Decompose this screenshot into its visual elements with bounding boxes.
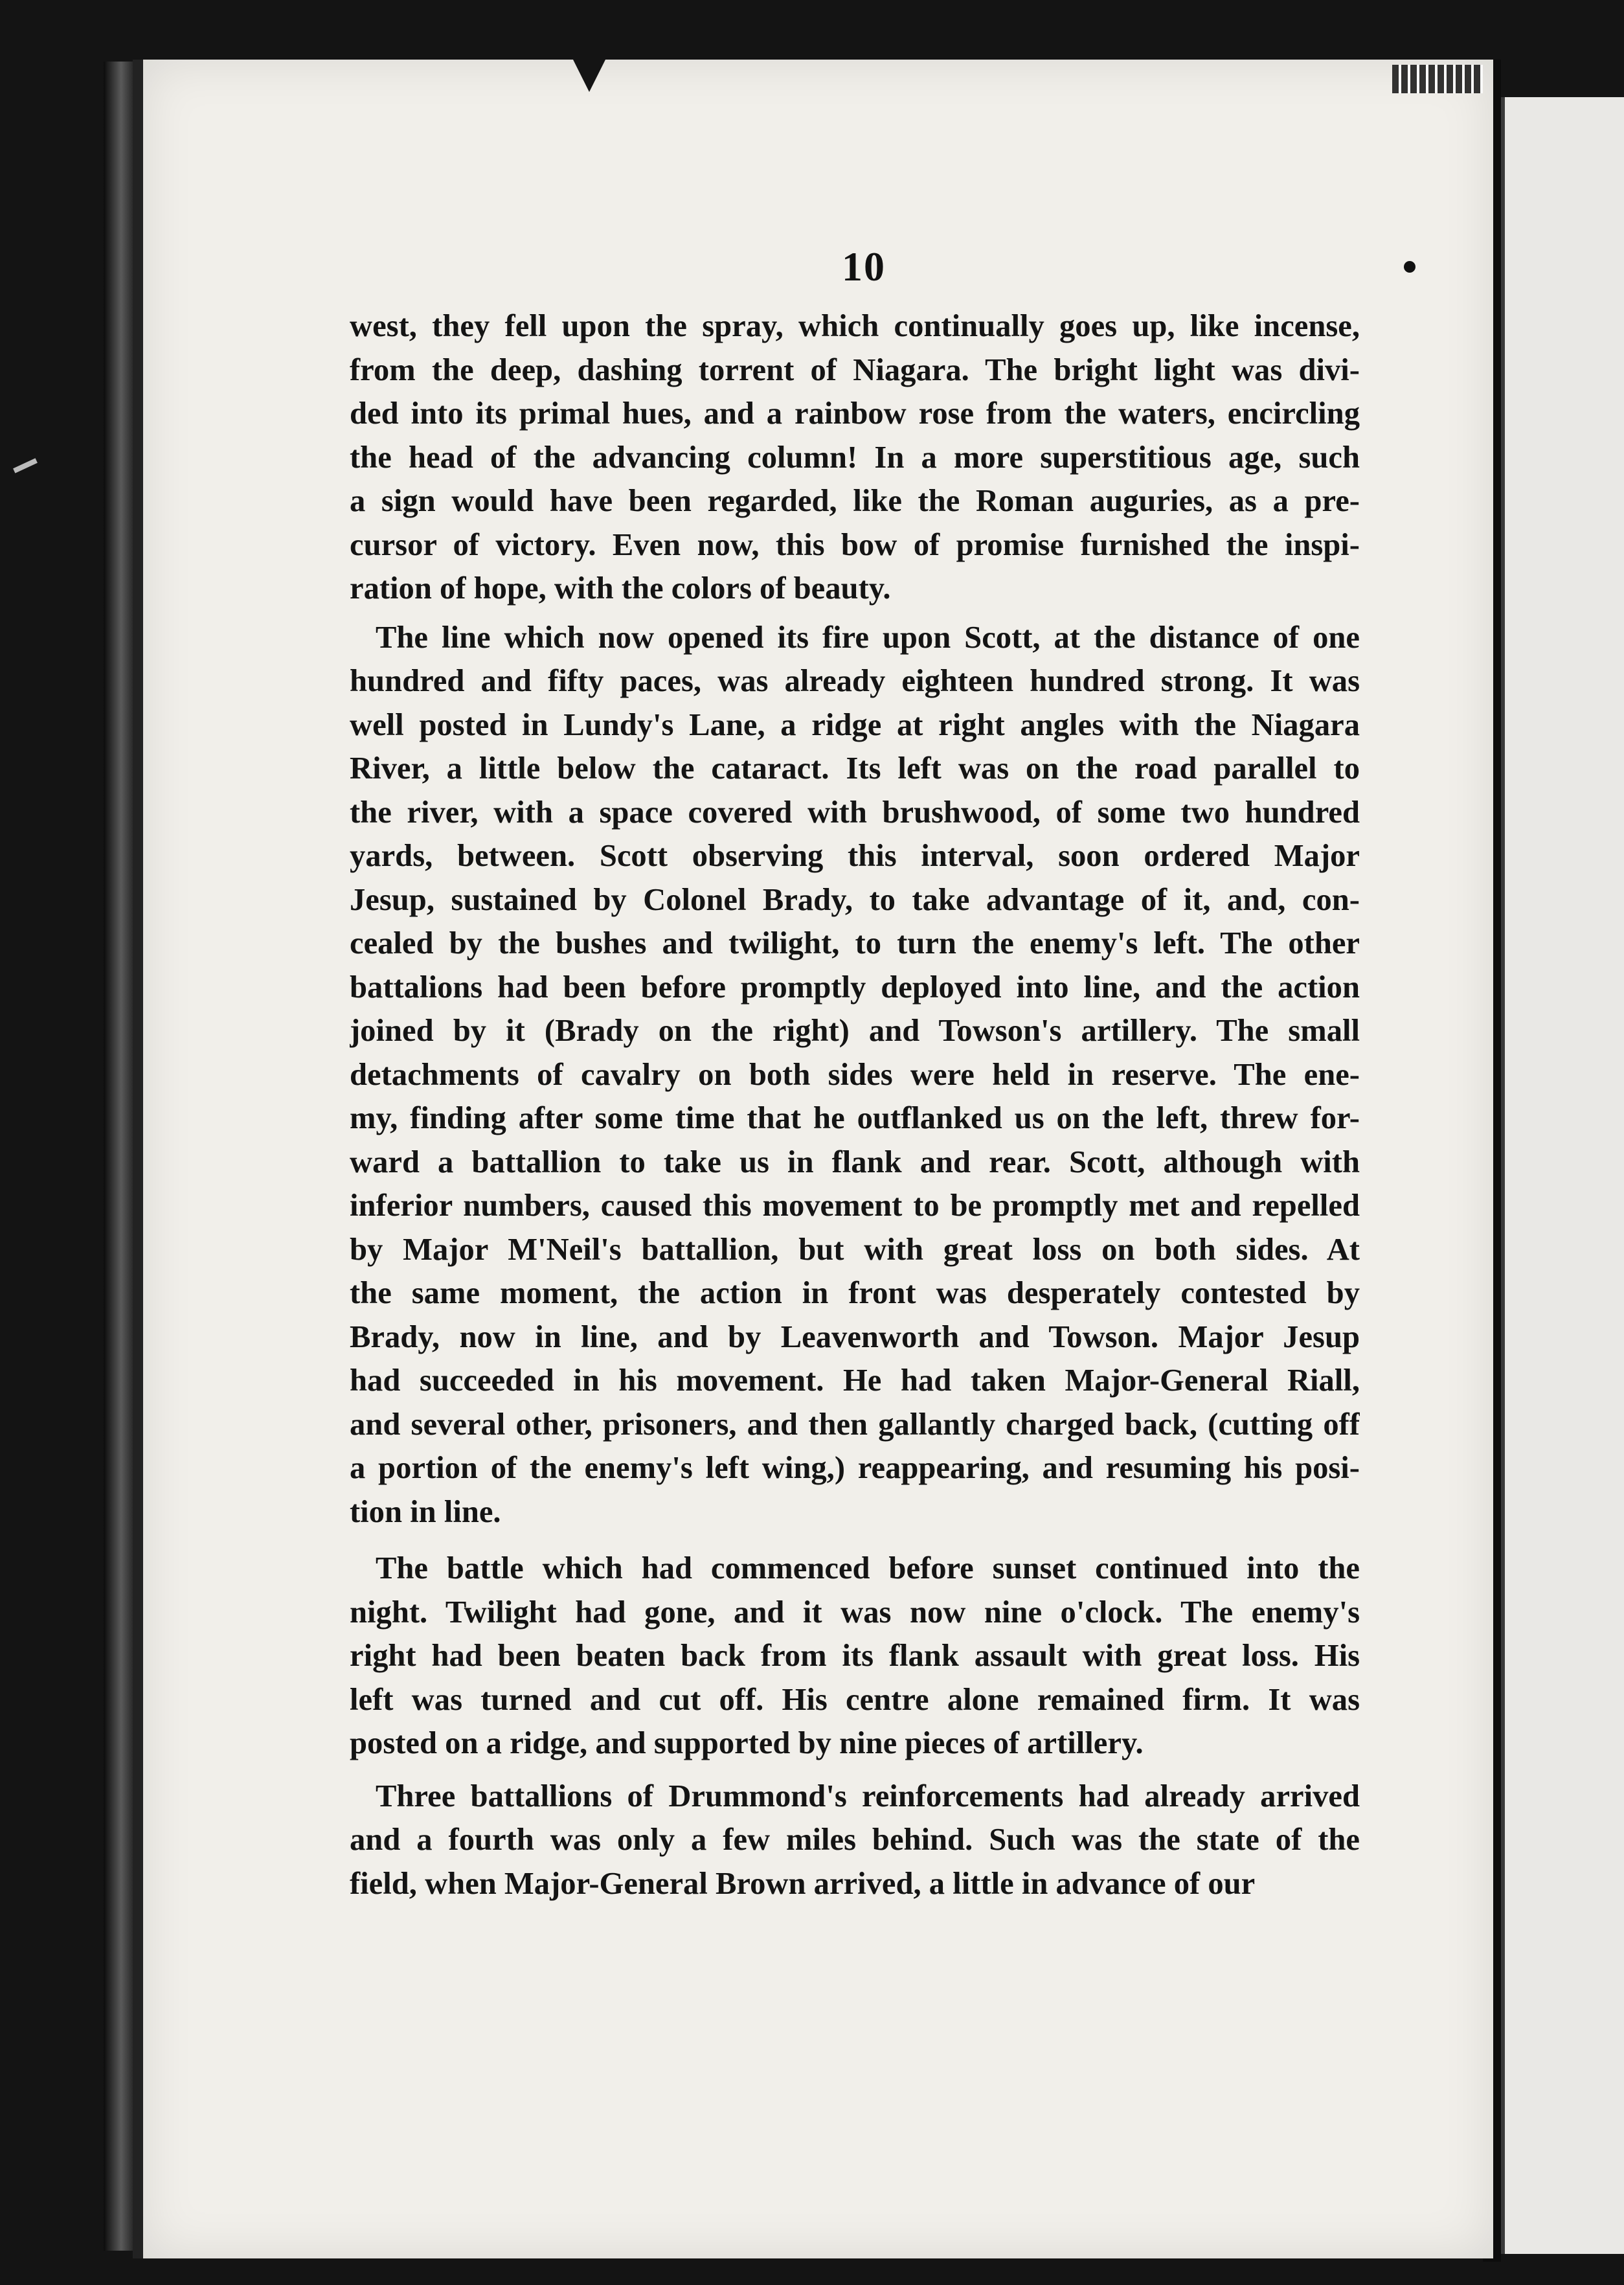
text-line: night. Twilight had gone, and it was now nine o'clock. The enemy's [350,1594,1360,1630]
text-line: well posted in Lundy's Lane, a ridge at right angles with the Niagara [350,707,1360,742]
text-line: cealed by the bushes and twilight, to turn the enemy's left. The other [350,926,1360,961]
text-line: yards, between. Scott observing this interval, soon ordered Major [350,838,1360,873]
text-line: ded into its primal hues, and a rainbow rose from the waters, encircling [350,396,1360,431]
text-line: detachments of cavalry on both sides were held in reserve. The ene- [350,1056,1360,1092]
text-line: the head of the advancing column! In a more superstitious age, such [350,439,1360,475]
paragraph-3 [350,1547,1360,1766]
paragraph-gap [350,1534,1360,1547]
text-line: field, when Major-General Brown arrived, a little in advance of our [350,1865,1256,1901]
paragraph-gap [350,611,1360,616]
text-line: and several other, prisoners, and then gallantly charged back, (cutting off [350,1406,1360,1442]
torn-notch-mark [570,60,609,98]
facing-page [1501,97,1624,2254]
text-line: The line which now opened its fire upon Scott, at the distance of one [376,619,1360,655]
text-line: the river, with a space covered with brushwood, of some two hundred [350,794,1360,830]
page-binding-edge [104,62,133,2251]
text-line: a sign would have been regarded, like the Roman auguries, as a pre- [350,483,1360,518]
text-line: had succeeded in his movement. He had taken Major-General Riall, [350,1363,1360,1398]
paragraph-2 [350,616,1360,1534]
text-line: The battle which had commenced before sunset continued into the [376,1551,1360,1586]
text-line: posted on a ridge, and supported by nine pieces of artillery. [350,1725,1144,1760]
text-line: from the deep, dashing torrent of Niagara. The bright light was divi- [350,352,1360,387]
text-line: west, they fell upon the spray, which continually goes up, like incense, [350,308,1360,343]
paragraph-4 [350,1775,1360,1906]
text-line: battalions had been before promptly deployed into line, and the action [350,969,1360,1005]
text-line: inferior numbers, caused this movement to be promptly met and repelled [350,1188,1360,1223]
text-line: by Major M'Neil's battallion, but with great loss on both sides. At [350,1231,1360,1267]
text-line: tion in line. [350,1494,501,1529]
facing-page-edge [1501,97,1505,2254]
text-line: joined by it (Brady on the right) and Towson's artillery. The small [350,1013,1360,1048]
text-line: left was turned and cut off. His centre alone remained firm. It was [350,1681,1360,1717]
scan-edge-noise [1392,65,1483,93]
text-line: a portion of the enemy's left wing,) reappearing, and resuming his posi- [350,1450,1360,1485]
body-text [350,304,1360,1905]
text-line: the same moment, the action in front was desperately contested by [350,1275,1360,1310]
ink-dot-mark [1404,261,1415,273]
text-line: ration of hope, with the colors of beauty. [350,571,891,606]
page-number: 10 [842,244,886,290]
text-line: Three battallions of Drummond's reinforcements had already arrived [376,1778,1360,1813]
paragraph-gap [350,1766,1360,1775]
text-line: my, finding after some time that he outflanked us on the left, threw for- [350,1100,1360,1135]
text-line: hundred and fifty paces, was already eighteen hundred strong. It was [350,663,1360,698]
text-line: River, a little below the cataract. Its left was on the road parallel to [350,751,1360,786]
text-line: Jesup, sustained by Colonel Brady, to take advantage of it, and, con- [350,881,1360,917]
text-line: cursor of victory. Even now, this bow of promise furnished the inspi- [350,527,1360,562]
text-line: Brady, now in line, and by Leavenworth and Towson. Major Jesup [350,1319,1360,1354]
text-line: and a fourth was only a few miles behind. Such was the state of the [350,1822,1360,1857]
paragraph-1 [350,304,1360,611]
text-line: right had been beaten back from its flank assault with great loss. His [350,1638,1360,1673]
text-line: ward a battallion to take us in flank and rear. Scott, although with [350,1144,1360,1179]
